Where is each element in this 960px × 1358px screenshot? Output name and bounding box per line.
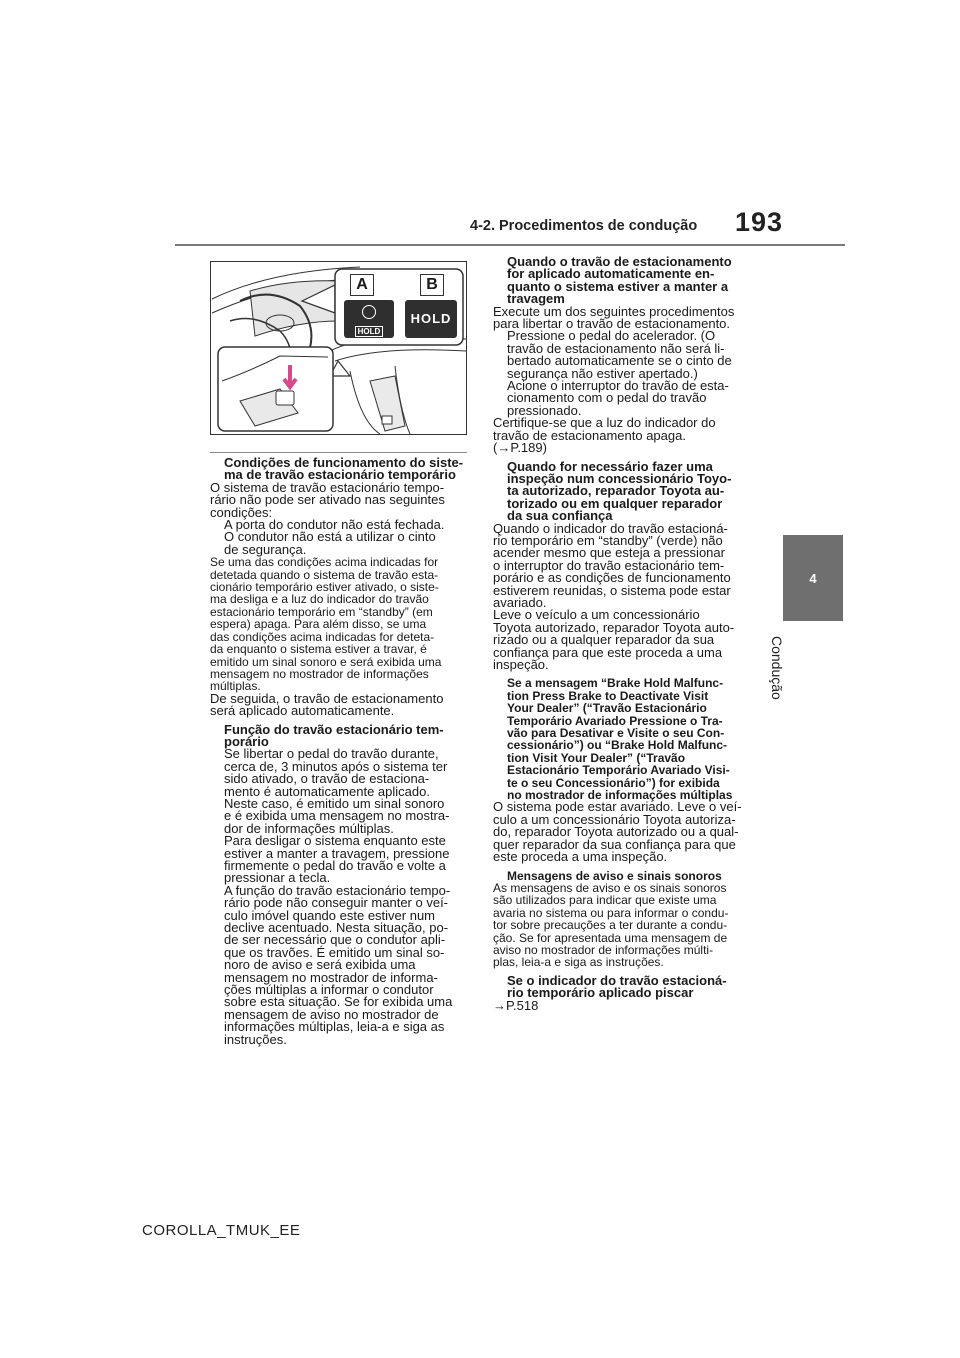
chapter-tab: [783, 535, 843, 621]
list-item: Acione o interruptor do travão de esta- cionamento com o pedal do travão pressionado.: [507, 378, 729, 418]
chapter-label-text: Condução: [769, 636, 785, 700]
header-rule: [175, 244, 845, 246]
paragraph: [493, 997, 758, 1013]
paragraph: Para desligar o sistema enquanto este estiver a manter a travagem, pressione firmemente o pedal do travão e volte a pressionar a tecla.: [224, 833, 450, 886]
hold-a-icon: [362, 305, 376, 319]
heading-operating-conditions: Condições de funcionamento do siste- ma de travão estacionário temporário: [224, 455, 464, 483]
paragraph: O sistema de travão estacionário tempo- rário não pode ser ativado nas seguintes condições:: [210, 479, 445, 520]
hold-a-text: HOLD: [355, 326, 384, 337]
paragraph: Se libertar o pedal do travão durante, cerca de, 3 minutos após o sistema ter sido ativado, o travão de estaciona- mento é automaticamente aplicado. Neste caso, é emitido um sinal sonoro e é exibida uma mensagem no mostra- dor de informações múltiplas.: [224, 746, 450, 836]
hold-b-text: HOLD: [410, 311, 452, 326]
paragraph: Leve o veículo a um concessionário Toyota autorizado, reparador Toyota auto- rizado ou a qualquer reparador da sua confiança para que este proceda a uma inspeção.: [493, 607, 735, 672]
paragraph: Se uma das condições acima indicadas for detetada quando o sistema de travão esta- cionário temporário estiver ativado, o siste- ma desliga e a luz do indicador do travão estacionário temporário em “standby” (em espera) apaga. Para além disso, se uma das condições acima indicadas for deteta- da enquanto o sistema estiver a travar, é emitido um sinal sonoro e será exibida uma mensagem no mostrador de informações múltiplas.: [210, 555, 442, 694]
heading-indicator-flashing: Se o indicador do travão estacioná- rio temporário aplicado piscar: [507, 972, 727, 1001]
heading-warning-messages: Mensagens de aviso e sinais sonoros: [507, 868, 722, 883]
chapter-label: [765, 628, 810, 728]
list-item: Pressione o pedal do acelerador. (O travão de estacionamento não será li- bertado automaticamente se o cinto de segurança não estiver apertado.): [507, 328, 732, 381]
right-column: [493, 256, 758, 1012]
chapter-number: 4: [809, 570, 817, 586]
paragraph: Certifique-se que a luz do indicador do travão de estacionamento apaga. (→P.189): [493, 417, 758, 454]
paragraph: As mensagens de aviso e os sinais sonoros são utilizados para indicar que existe uma avaria no sistema ou para informar o condu- tor sobre precauções a ter durante a condu- ção. Se for apresentada uma mensagem de aviso no mostrador de informações múlti- plas, leia-a e siga as instruções.: [493, 880, 729, 970]
page-reference-189[interactable]: (→P.189): [493, 440, 547, 456]
paragraph: O sistema pode estar avariado. Leve o veí- culo a um concessionário Toyota autoriza- do, reparador Toyota autorizado ou a qual- quer reparador da sua confiança para que este proceda a uma inspeção.: [493, 799, 742, 865]
page-reference-518[interactable]: →P.518: [493, 997, 539, 1013]
document-code: COROLLA_TMUK_EE: [142, 1222, 301, 1239]
section-title: 4-2. Procedimentos de condução: [470, 218, 698, 234]
heading-parking-brake-applied: Quando o travão de estacionamento for aplicado automaticamente en- quanto o sistema estiver a manter a travagem: [507, 254, 732, 307]
hold-button-a: [344, 300, 394, 338]
paragraph: A função do travão estacionário tempo- rário pode não conseguir manter o veí- culo imóvel quando este estiver num declive acentuado. Nesta situação, po- de ser necessário que o condutor apli- que os travões. É emitido um sinal so- noro de aviso e será exibida uma mensagem no mostrador de informa- ções múltiplas a informar o condutor sobre esta situação. Se for exibida uma mensagem de aviso no mostrador de informações múltiplas, leia-a e siga as instruções.: [224, 882, 453, 1047]
label-b-text: B: [426, 276, 438, 293]
heading-temporary-hold-function: Função do travão estacionário tem- porário: [224, 721, 444, 749]
label-a: [350, 274, 374, 296]
paragraph: Quando o indicador do travão estacioná- rio temporário em “standby” (verde) não acender mesmo que esteja a pressionar o interruptor do travão estacionário tem- porário e as condições de funcionamento estiverem reunidas, o sistema pode estar avariado.: [493, 520, 731, 610]
list-item: A porta do condutor não está fechada.: [224, 517, 445, 533]
hold-button-b: [405, 300, 457, 338]
page-number: 193: [735, 207, 784, 237]
heading-inspection-needed: Quando for necessário fazer uma inspeção num concessionário Toyo- ta autorizado, reparador Toyota au- torizado ou em qualquer reparador da sua confiança: [507, 458, 732, 524]
left-column: [210, 457, 475, 1046]
label-a-text: A: [356, 276, 368, 293]
paragraph: De seguida, o travão de estacionamento será aplicado automaticamente.: [210, 690, 444, 719]
label-b: [420, 274, 444, 296]
list-item: O condutor não está a utilizar o cinto de segurança.: [224, 529, 436, 557]
paragraph: Execute um dos seguintes procedimentos para libertar o travão de estacionamento.: [493, 303, 735, 332]
left-column-rule: [210, 452, 467, 453]
heading-malfunction-message: Se a mensagem “Brake Hold Malfunc- tion Press Brake to Deactivate Visit Your Dealer” (“Travão Estacionário Temporário Avariado Pressione o Tra- vão para Desativar e Visite o seu Con- cessionário”) ou “Brake Hold Malfunc- tion Visit Your Dealer” (“Travão Estacionário Temporário Avariado Visi- te o seu Concessionário”) for exibida no mostrador de informações múltiplas: [507, 676, 733, 803]
